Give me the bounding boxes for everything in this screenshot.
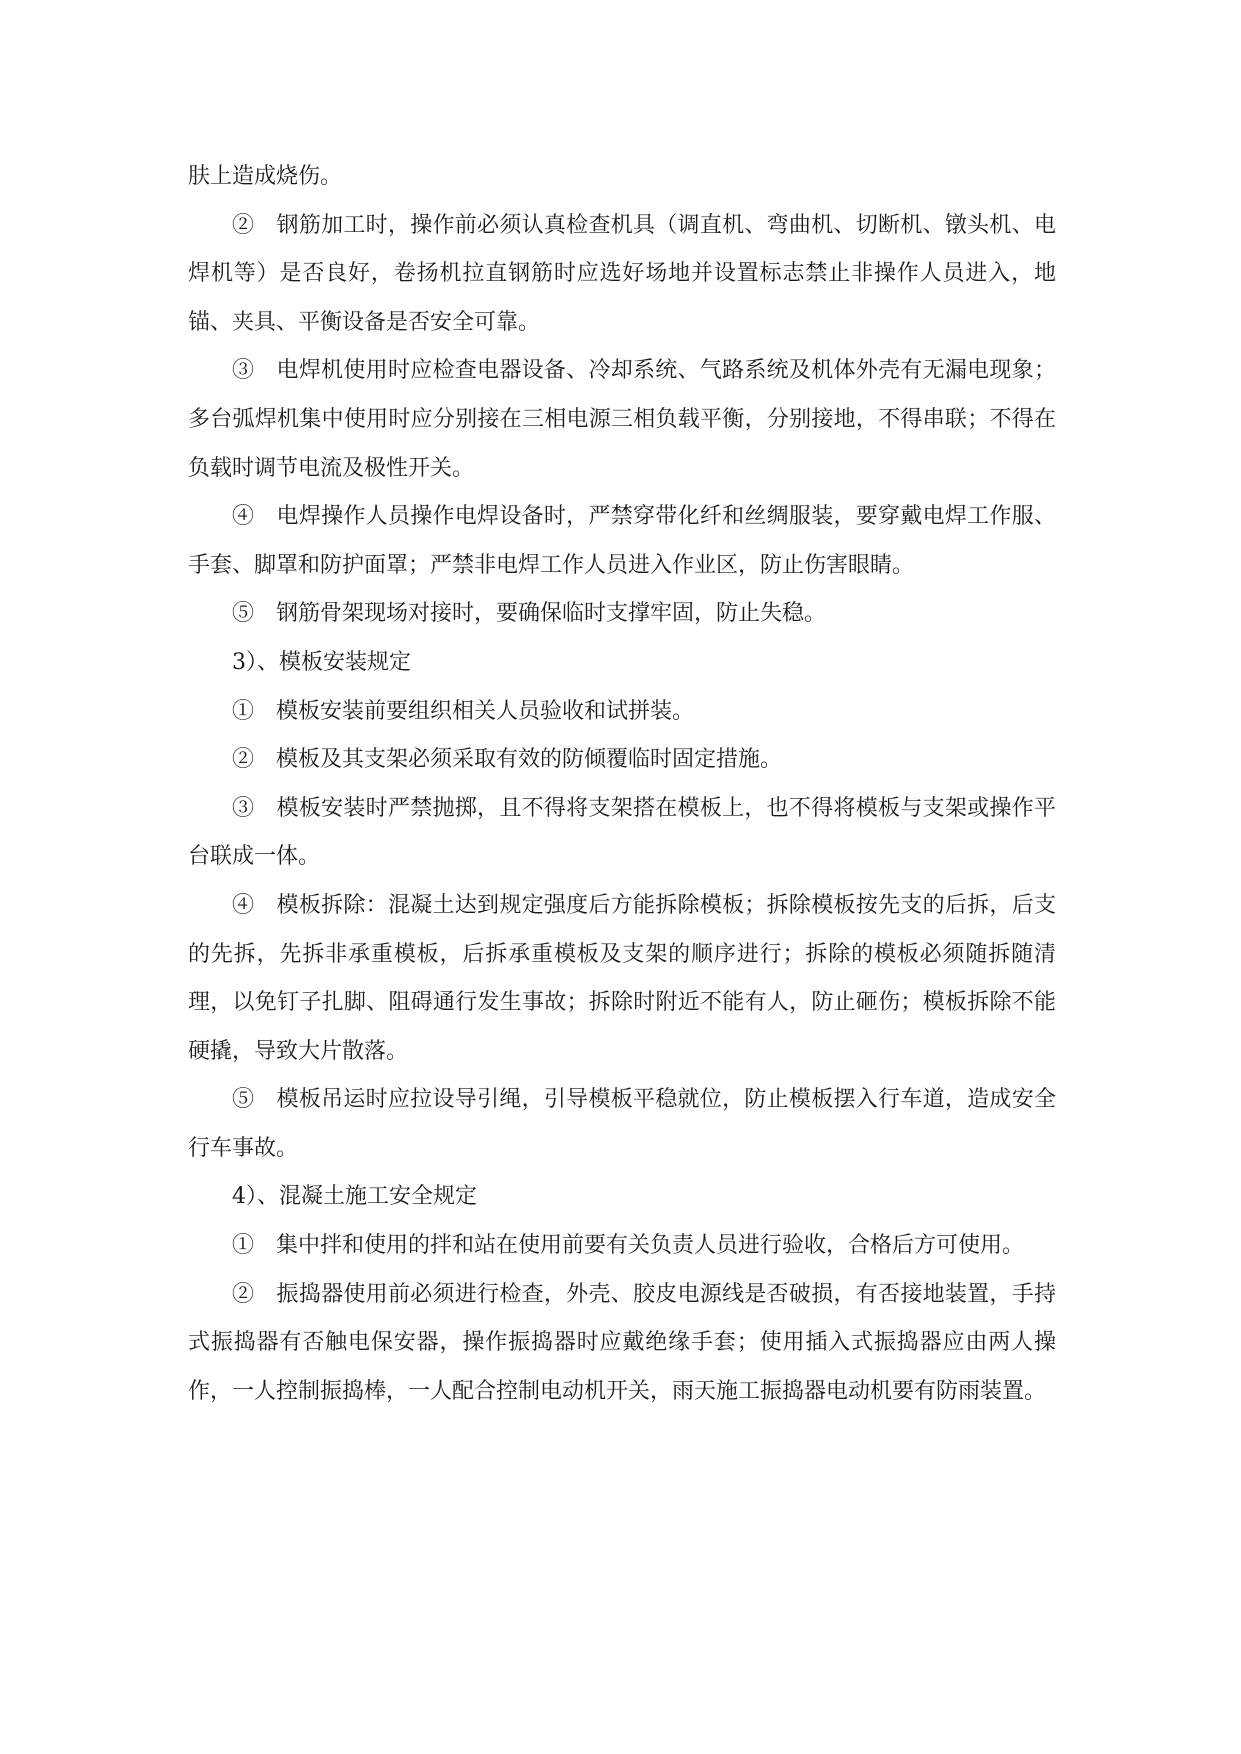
paragraph-rebar-cage: ⑤ 钢筋骨架现场对接时，要确保临时支撑牢固，防止失稳。 xyxy=(232,601,827,627)
paragraph-mixing-station: ① 集中拌和使用的拌和站在使用前要有关负责人员进行验收，合格后方可使用。 xyxy=(232,1233,1025,1259)
section-heading-formwork: 3）、模板安装规定 xyxy=(232,649,411,675)
paragraph-welder-operator: ④ 电焊操作人员操作电焊设备时，严禁穿带化纤和丝绸服装，要穿戴电焊工作服、手套、脚罩和防护面罩；严禁非电焊工作人员进入作业区，防止伤害眼睛。 xyxy=(188,504,1056,578)
paragraph-formwork-removal: ④ 模板拆除：混凝土达到规定强度后方能拆除模板；拆除模板按先支的后拆，后支的先拆，先拆非承重模板，后拆承重模板及支架的顺序进行；拆除的模板必须随拆随清理，以免钉子扎脚、阻碍通行发生事故；拆除时附近不能有人，防止砸伤；模板拆除不能硬撬，导致大片散落。 xyxy=(188,892,1056,1064)
paragraph-formwork-installation: ③ 模板安装时严禁抛掷，且不得将支架搭在模板上，也不得将模板与支架或操作平台联成一体。 xyxy=(188,795,1056,870)
paragraph-formwork-acceptance: ① 模板安装前要组织相关人员验收和试拼装。 xyxy=(232,698,695,724)
paragraph-welder-check: ③ 电焊机使用时应检查电器设备、冷却系统、气路系统及机体外壳有无漏电现象；多台弧焊机集中使用时应分别接在三相电源三相负载平衡，分别接地，不得串联；不得在负载时调节电流及极性开关。 xyxy=(188,358,1056,481)
document-body xyxy=(188,153,1056,1416)
paragraph-continuation: 肤上造成烧伤。 xyxy=(188,164,343,189)
section-heading-concrete: 4）、混凝土施工安全规定 xyxy=(232,1184,477,1210)
paragraph-formwork-bracing: ② 模板及其支架必须采取有效的防倾覆临时固定措施。 xyxy=(232,747,783,773)
paragraph-rebar-processing: ② 钢筋加工时，操作前必须认真检查机具（调直机、弯曲机、切断机、镦头机、电焊机等）是否良好，卷扬机拉直钢筋时应选好场地并设置标志禁止非操作人员进入，地锚、夹具、平衡设备是否安全可靠。 xyxy=(188,212,1056,335)
paragraph-vibrator: ② 振捣器使用前必须进行检查，外壳、胶皮电源线是否破损，有否接地装置，手持式振捣器有否触电保安器，操作振捣器时应戴绝缘手套；使用插入式振捣器应由两人操作，一人控制振捣棒，一人配合控制电动机开关，雨天施工振捣器电动机要有防雨装置。 xyxy=(188,1281,1056,1404)
paragraph-formwork-hoisting: ⑤ 模板吊运时应拉设导引绳，引导模板平稳就位，防止模板摆入行车道，造成安全行车事故。 xyxy=(188,1087,1056,1161)
